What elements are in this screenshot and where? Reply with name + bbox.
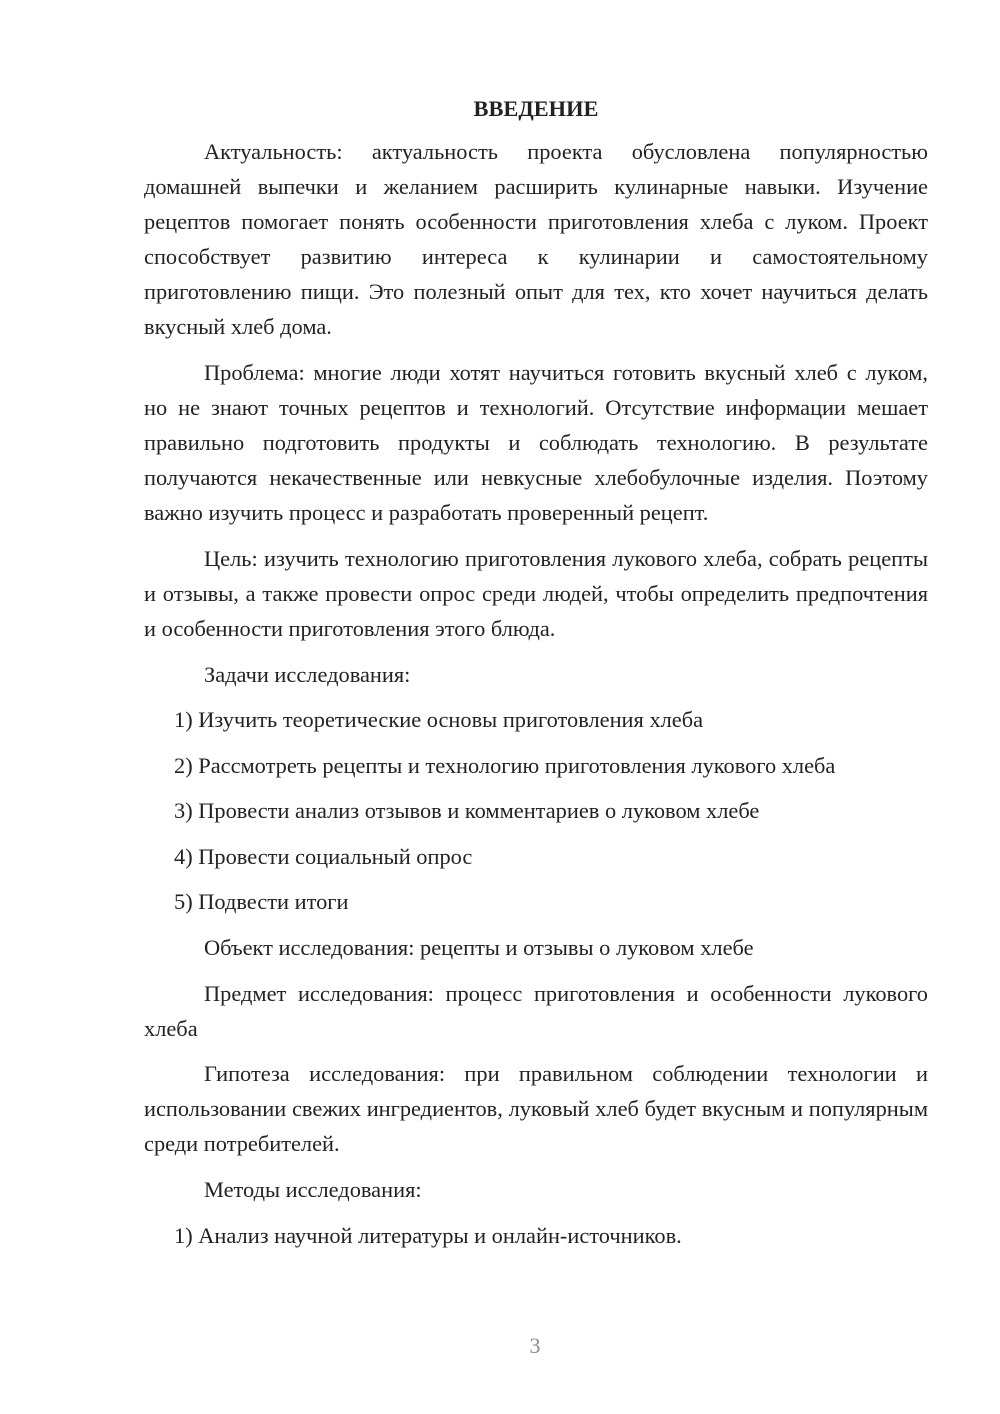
subject-paragraph: Предмет исследования: процесс приготовления и особенности лукового хлеба <box>144 980 928 1041</box>
list-item: 2) Рассмотреть рецепты и технологию приготовления лукового хлеба <box>174 752 836 778</box>
object-paragraph: Объект исследования: рецепты и отзывы о луковом хлебе <box>204 934 754 960</box>
list-item: 3) Провести анализ отзывов и комментариев о луковом хлебе <box>174 798 760 824</box>
list-item: 5) Подвести итоги <box>174 889 349 915</box>
tasks-heading: Задачи исследования: <box>204 661 411 687</box>
hypothesis-paragraph: Гипотеза исследования: при правильном соблюдении технологии и использовании свежих ингредиентов, луковый хлеб будет вкусным и популярным среди потребителей. <box>144 1061 928 1157</box>
relevance-paragraph: Актуальность: актуальность проекта обусловлена популярностью домашней выпечки и желанием расширить кулинарные навыки. Изучение рецептов помогает понять особенности приготовления хлеба с луком. Проект способствует развитию интереса к кулинарии и самостоятельному приготовлению пищи. Это полезный опыт для тех, кто хочет научиться делать вкусный хлеб дома. <box>144 139 928 340</box>
document-page <box>144 90 928 1263</box>
goal-paragraph: Цель: изучить технологию приготовления лукового хлеба, собрать рецепты и отзывы, а также провести опрос среди людей, чтобы определить предпочтения и особенности приготовления этого блюда. <box>144 546 928 642</box>
list-item: 1) Анализ научной литературы и онлайн-источников. <box>174 1222 682 1248</box>
list-item: 1) Изучить теоретические основы приготовления хлеба <box>174 707 704 733</box>
tasks-list <box>144 702 928 919</box>
page-title: ВВЕДЕНИЕ <box>473 96 599 121</box>
problem-paragraph: Проблема: многие люди хотят научиться готовить вкусный хлеб с луком, но не знают точных рецептов и технологий. Отсутствие информации мешает правильно подготовить продукты и соблюдать технологию. В результате получаются некачественные или невкусные хлебобулочные изделия. Поэтому важно изучить процесс и разработать проверенный рецепт. <box>144 360 928 526</box>
page-number: 3 <box>529 1333 541 1358</box>
methods-heading: Методы исследования: <box>204 1176 422 1202</box>
methods-list <box>144 1218 928 1253</box>
list-item: 4) Провести социальный опрос <box>174 843 473 869</box>
